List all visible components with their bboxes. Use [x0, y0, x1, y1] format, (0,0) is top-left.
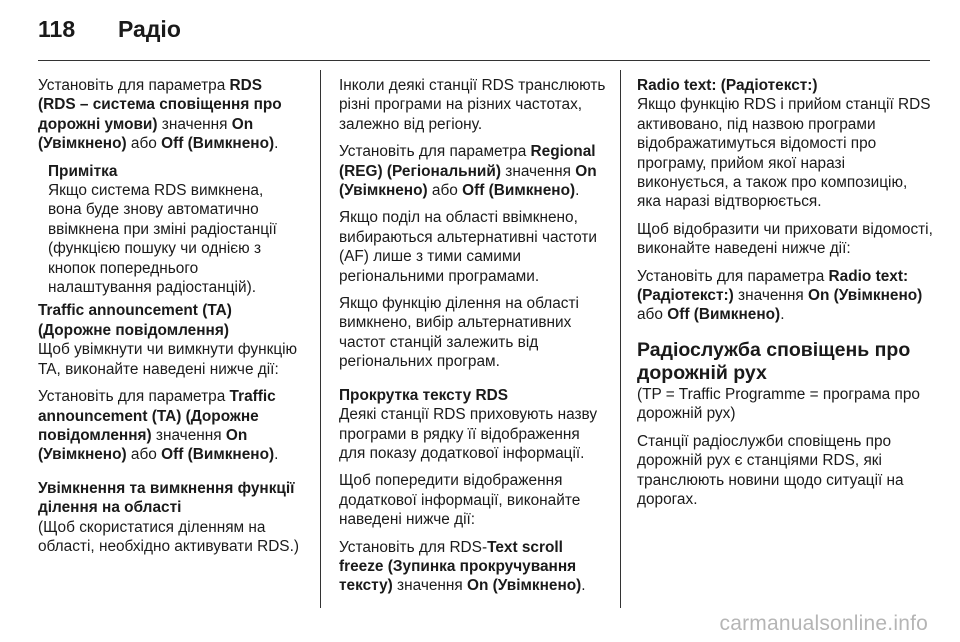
scroll-setting-paragraph: Установіть для RDS-Text scroll freeze (Зупинка прокручування тексту) значення On (Увімкнено).: [339, 538, 586, 595]
column-1: [38, 76, 300, 564]
ta-setting-paragraph: Установіть для параметра Traffic announcement (TA) (Дорожне повідомлення) значення On (Увімкнено) або Off (Вимкнено).: [38, 388, 279, 464]
ta-text: Щоб увімкнути чи вимкнути функцію TA, виконайте наведені нижче дії:: [38, 341, 298, 378]
radio-text-heading: Radio text: (Радіотекст:): [637, 77, 818, 94]
page-number: 118: [38, 16, 76, 42]
scroll-text-2: Щоб попередити відображення додаткової інформації, виконайте наведені нижче дії:: [339, 472, 581, 529]
column-3: [637, 76, 933, 517]
radio-text-body-2: Щоб відобразити чи приховати відомості, виконайте наведені нижче дії:: [637, 220, 933, 258]
page-title: Радіо: [118, 16, 181, 42]
rds-setting-paragraph: Установіть для параметра RDS (RDS – система сповіщення про дорожні умови) значення On (Увімкнено) або Off (Вимкнено).: [38, 77, 282, 153]
radio-text-setting-paragraph: Установіть для параметра Radio text: (Радіотекст:) значення On (Увімкнено) або Off (Вимкнено).: [637, 267, 923, 324]
column-2: [339, 76, 607, 604]
radio-text-body: Якщо функцію RDS і прийом станції RDS активовано, під назвою програми відображатимуться відомості про програму, прийом якої наразі виконується, а також про композицію, яка наразі відтворюється.: [637, 96, 931, 211]
note-text: Якщо система RDS вимкнена, вона буде знову автоматично ввімкнена при зміні радіостанції (функцією пошуку чи однією з кнопок попереднього налаштування радіостанцій).: [48, 182, 277, 297]
note-block: [38, 162, 300, 298]
region-intro: Інколи деякі станції RDS транслюють різні програми на різних частотах, залежно від регіону.: [339, 77, 606, 133]
watermark: carmanualsonline.info: [719, 612, 928, 635]
regional-setting-paragraph: Установіть для параметра Regional (REG) (Регіональний) значення On (Увімкнено) або Off (Вимкнено).: [339, 143, 597, 200]
regional-on-text: Якщо поділ на області ввімкнено, вибираються альтернативні частоти (AF) лише з тими самими регіональними програмами.: [339, 209, 597, 285]
ta-heading: Traffic announcement (TA) (Дорожне повідомлення): [38, 302, 232, 339]
regional-off-text: Якщо функцію ділення на області вимкнено, вибір альтернативних частот станцій залежить від регіональних програм.: [339, 295, 579, 371]
scroll-text: Деякі станції RDS приховують назву програми в рядку її відображення для показу додаткової інформації.: [339, 406, 598, 462]
page-header: [38, 16, 181, 43]
tp-definition: (TP = Traffic Programme = програма про дорожній рух): [637, 385, 920, 423]
column-divider-2: [620, 70, 621, 608]
regional-heading: Увімкнення та вимкнення функції ділення на області: [38, 479, 295, 517]
note-title: Примітка: [48, 162, 118, 180]
tp-heading: Радіослужба сповіщень про дорожній рух: [637, 338, 911, 384]
header-rule: [38, 60, 930, 61]
tp-text: Станції радіослужби сповіщень про дорожній рух є станціями RDS, які транслюють новини щодо ситуації на дорогах.: [637, 432, 904, 508]
regional-text: (Щоб скористатися діленням на області, необхідно активувати RDS.): [38, 518, 299, 555]
scroll-heading: Прокрутка тексту RDS: [339, 386, 508, 404]
column-divider-1: [320, 70, 321, 608]
